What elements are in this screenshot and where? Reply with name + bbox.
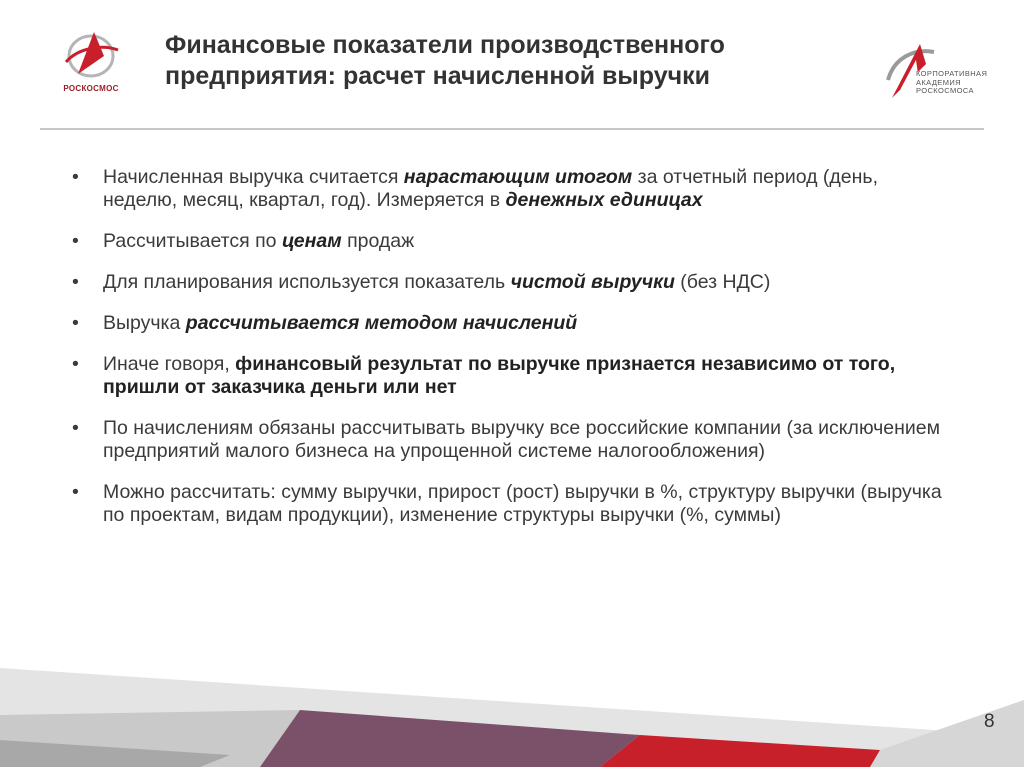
bullet-emphasis: рассчитывается методом начислений bbox=[185, 312, 578, 334]
bullet-item bbox=[72, 353, 952, 399]
title-divider bbox=[40, 128, 984, 130]
bullet-text: продаж bbox=[341, 230, 415, 252]
bullet-emphasis: чистой выручки bbox=[510, 271, 675, 293]
bullet-item bbox=[72, 230, 952, 253]
bullet-text: Иначе говоря, bbox=[103, 353, 236, 375]
bullet-item bbox=[72, 271, 952, 294]
bullet-emphasis: нарастающим итогом bbox=[403, 166, 633, 188]
bullet-dot-icon: • bbox=[72, 417, 79, 439]
roscosmos-emblem-icon bbox=[58, 26, 124, 84]
logo-right-line: АКАДЕМИЯ bbox=[916, 77, 961, 87]
bullet-text: Начисленная выручка считается bbox=[103, 166, 404, 188]
roscosmos-logo bbox=[52, 26, 130, 106]
bullet-text: По начислениям обязаны рассчитывать выручку все российские компании (за исключением предприятий малого бизнеса на упрощенной системе налогообложения) bbox=[103, 417, 941, 462]
title-line-2: предприятия: расчет начисленной выручки bbox=[165, 62, 711, 90]
bullet-emphasis: денежных единицах bbox=[505, 189, 703, 211]
bullet-dot-icon: • bbox=[72, 230, 79, 252]
bullet-item bbox=[72, 312, 952, 335]
bullet-text: (без НДС) bbox=[674, 271, 771, 293]
academy-logo bbox=[882, 40, 992, 104]
bullet-emphasis: финансовый результат по выручке признается независимо от того, пришли от заказчика деньги или нет bbox=[103, 353, 896, 398]
logo-left-text: РОСКОСМОС bbox=[63, 84, 119, 93]
bullet-list bbox=[72, 166, 952, 545]
logo-right-line: КОРПОРАТИВНАЯ bbox=[916, 69, 988, 78]
page-title bbox=[165, 30, 845, 92]
title-line-1: Финансовые показатели производственного bbox=[165, 31, 725, 59]
logo-right-caption bbox=[916, 70, 987, 96]
bullet-dot-icon: • bbox=[72, 166, 79, 188]
bullet-item bbox=[72, 417, 952, 463]
bullet-item bbox=[72, 166, 952, 212]
bullet-text: за отчетный период (день, неделю, месяц, квартал, год). Измеряется в bbox=[103, 166, 878, 211]
bullet-text: Выручка bbox=[103, 312, 186, 334]
logo-right-line: РОСКОСМОСА bbox=[916, 86, 974, 95]
bullet-dot-icon: • bbox=[72, 271, 79, 293]
page-number: 8 bbox=[984, 711, 995, 732]
bullet-emphasis: ценам bbox=[281, 230, 342, 252]
bullet-text: Для планирования используется показатель bbox=[103, 271, 511, 293]
bullet-item bbox=[72, 481, 952, 527]
bullet-dot-icon: • bbox=[72, 481, 79, 503]
bullet-dot-icon: • bbox=[72, 353, 79, 375]
bullet-text: Рассчитывается по bbox=[103, 230, 282, 252]
bullet-dot-icon: • bbox=[72, 312, 79, 334]
footer-decoration bbox=[0, 640, 1024, 767]
bullet-text: Можно рассчитать: сумму выручки, прирост (рост) выручки в %, структуру выручки (выручка по проектам, видам продукции), изменение структуры выручки (%, суммы) bbox=[103, 481, 942, 526]
